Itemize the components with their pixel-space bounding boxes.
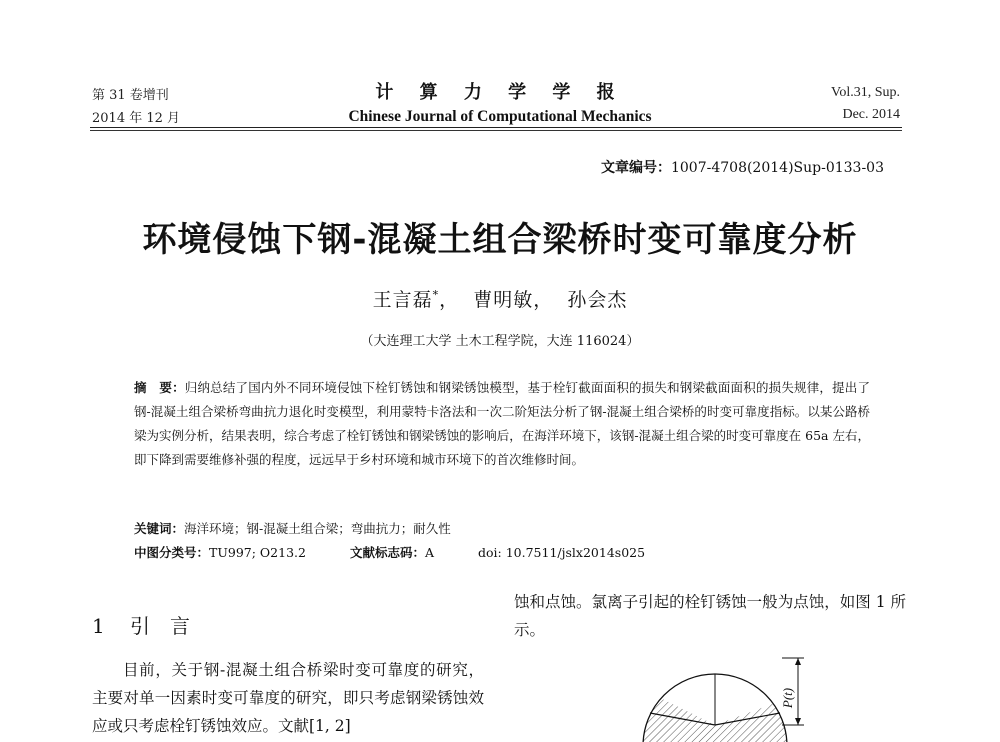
author-separator: ，: [533, 289, 554, 311]
figure-label-pt: P(t): [780, 687, 795, 709]
doi: doi: 10.7511/jslx2014s025: [478, 545, 646, 560]
dim-arrow-bottom: [795, 718, 801, 725]
section-heading: [92, 610, 190, 639]
doc-code-value: A: [424, 545, 435, 560]
section-number: 1: [92, 614, 105, 638]
header-rule: [90, 127, 902, 128]
dim-arrow-top: [795, 658, 801, 665]
affiliation: （大连理工大学 土木工程学院，大连 116024）: [360, 334, 640, 349]
abstract-text: 归纳总结了国内外不同环境侵蚀下栓钉锈蚀和钢梁锈蚀模型，基于栓钉截面面积的损失和钢梁截面面积的损失规律，提出了钢-混凝土组合梁桥弯曲抗力退化时变模型，利用蒙特卡洛法和一次二阶矩法分析了钢-混凝土组合梁桥的时变可靠度指标。以某公路桥梁为实例分析，结果表明，综合考虑了栓钉锈蚀和钢梁锈蚀的影响后，在海洋环境下，该钢-混凝土组合梁的时变可靠度在 65a 左右，即下降到需要维修补强的程度，远远早于乡村环境和城市环境下的首次维修时间。: [134, 380, 870, 467]
section-title: 引 言: [130, 614, 190, 638]
corresponding-mark: *: [432, 288, 440, 302]
journal-title-en: Chinese Journal of Computational Mechanics: [348, 108, 652, 125]
figure-1-stud-pit: [630, 648, 830, 742]
date-en: Dec. 2014: [842, 107, 900, 122]
keywords: [134, 519, 451, 537]
author-2: 曹明敏: [473, 289, 534, 311]
header-right: [831, 82, 900, 126]
article-number-value: 1007-4708(2014)Sup-0133-03: [670, 160, 884, 176]
keywords-text: 海洋环境；钢-混凝土组合梁；弯曲抗力；耐久性: [184, 521, 451, 536]
stud-cross-section: [630, 683, 830, 742]
classification-line: [134, 543, 645, 561]
keywords-label: 关键词：: [134, 521, 185, 536]
author-3: 孙会杰: [567, 289, 628, 311]
author-1: 王言磊: [372, 289, 433, 311]
clc-value: TU997; O213.2: [209, 545, 306, 560]
body-column-right: [514, 588, 906, 644]
clc-label: 中图分类号：: [134, 545, 210, 560]
body-paragraph: 蚀和点蚀。氯离子引起的栓钉锈蚀一般为点蚀，如图 1 所示。: [514, 593, 906, 639]
abstract: [134, 376, 870, 472]
date-cn: 2014 年 12 月: [92, 111, 181, 126]
doc-code-label: 文献标志码：: [349, 545, 425, 560]
abstract-label: 摘 要：: [134, 380, 185, 395]
author-separator: ，: [439, 289, 460, 311]
journal-title-cn: 计 算 力 学 学 报: [375, 82, 625, 103]
header-rule-thin: [90, 130, 902, 131]
paper-title: 环境侵蚀下钢-混凝土组合梁桥时变可靠度分析: [142, 220, 858, 260]
body-paragraph: 目前，关于钢-混凝土组合桥梁时变可靠度的研究，主要对单一因素时变可靠度的研究，即只考虑钢梁锈蚀效应或只考虑栓钉锈蚀效应。文献[1, 2]: [92, 661, 484, 735]
article-number: [601, 157, 884, 177]
author-list: [0, 285, 1000, 312]
volume-cn: 第 31 卷增刊: [92, 88, 169, 103]
article-number-label: 文章编号：: [600, 160, 671, 176]
volume-en: Vol.31, Sup.: [831, 85, 900, 100]
body-column-left: [92, 656, 484, 740]
